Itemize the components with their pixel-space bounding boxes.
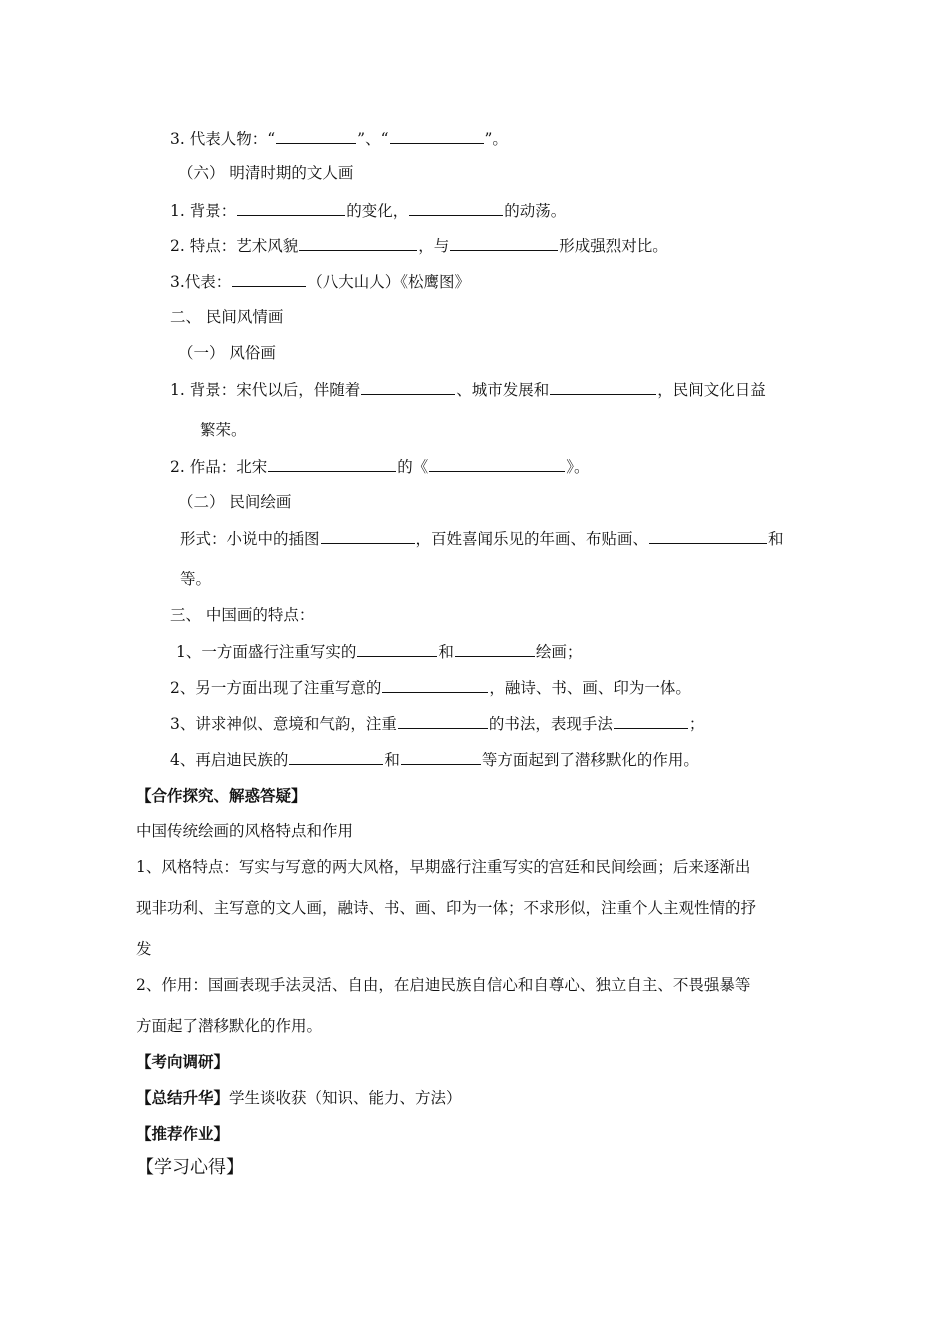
fill-blank[interactable]	[382, 677, 488, 693]
line-etc: 等。	[180, 570, 212, 588]
para-function-line2: 方面起了潜移默化的作用。	[136, 1017, 323, 1035]
line-features-ming-qing: 2. 特点：艺术风貌 ，与 形成强烈对比。	[170, 237, 668, 255]
fill-blank[interactable]	[455, 641, 535, 657]
section-cooperative-inquiry: 【合作探究、解惑答疑】	[136, 787, 307, 805]
section-homework: 【推荐作业】	[136, 1125, 230, 1143]
line-feature-3: 3、讲求神似、意境和气韵，注重 的书法，表现手法 ；	[170, 715, 705, 733]
fill-blank[interactable]	[614, 713, 688, 729]
line-forms: 形式：小说中的插图 ，百姓喜闻乐见的年画、布贴画、 和	[180, 530, 784, 548]
heading-chinese-painting-features: 三、 中国画的特点：	[170, 606, 315, 624]
subheading-style-function: 中国传统绘画的风格特点和作用	[136, 822, 354, 840]
line-feature-1: 1、一方面盛行注重写实的 和 绘画；	[176, 643, 583, 661]
fill-blank[interactable]	[550, 379, 656, 395]
heading-ming-qing-literati: （六） 明清时期的文人画	[178, 164, 354, 182]
fill-blank[interactable]	[289, 749, 383, 765]
section-summary: 【总结升华】学生谈收获（知识、能力、方法）	[136, 1089, 462, 1107]
fill-blank[interactable]	[268, 456, 396, 472]
para-function-line1: 2、作用：国画表现手法灵活、自由，在启迪民族自信心和自尊心、独立自主、不畏强暴等	[136, 976, 751, 994]
fill-blank[interactable]	[409, 200, 503, 216]
para-style-line3: 发	[136, 940, 152, 958]
line-feature-4: 4、再启迪民族的 和 等方面起到了潜移默化的作用。	[170, 751, 699, 769]
fill-blank[interactable]	[276, 128, 356, 144]
section-learning-notes: 【学习心得】	[136, 1157, 244, 1178]
fill-blank[interactable]	[398, 713, 488, 729]
fill-blank[interactable]	[649, 528, 767, 544]
para-style-line2: 现非功利、主写意的文人画，融诗、书、画、印为一体；不求形似，注重个人主观性情的抒	[136, 899, 757, 917]
fill-blank[interactable]	[401, 749, 481, 765]
heading-folk-painting: 二、 民间风情画	[170, 308, 284, 326]
line-representative-bada: 3.代表： （八大山人）《松鹰图》	[170, 273, 471, 291]
section-exam-research: 【考向调研】	[136, 1053, 230, 1071]
line-feature-2: 2、另一方面出现了注重写意的 ，融诗、书、画、印为一体。	[170, 679, 691, 697]
para-style-line1: 1、风格特点：写实与写意的两大风格，早期盛行注重写实的宫廷和民间绘画；后来逐渐出	[136, 858, 751, 876]
fill-blank[interactable]	[321, 528, 415, 544]
fill-blank[interactable]	[429, 456, 565, 472]
heading-folk-drawing: （二） 民间绘画	[178, 493, 292, 511]
fill-blank[interactable]	[232, 271, 306, 287]
fill-blank[interactable]	[390, 128, 484, 144]
line-background-song: 1. 背景：宋代以后，伴随着 、城市发展和 ，民间文化日益	[170, 381, 766, 399]
heading-genre-painting: （一） 风俗画	[178, 344, 276, 362]
fill-blank[interactable]	[361, 379, 455, 395]
fill-blank[interactable]	[299, 235, 417, 251]
line-works-northern-song: 2. 作品：北宋 的《 》。	[170, 458, 590, 476]
line-representative-figures: 3. 代表人物：“ ”、“ ”。	[170, 130, 508, 148]
fill-blank[interactable]	[357, 641, 437, 657]
line-background-ming-qing: 1. 背景： 的变化， 的动荡。	[170, 202, 567, 220]
fill-blank[interactable]	[237, 200, 345, 216]
fill-blank[interactable]	[450, 235, 558, 251]
line-flourish: 繁荣。	[200, 421, 247, 439]
